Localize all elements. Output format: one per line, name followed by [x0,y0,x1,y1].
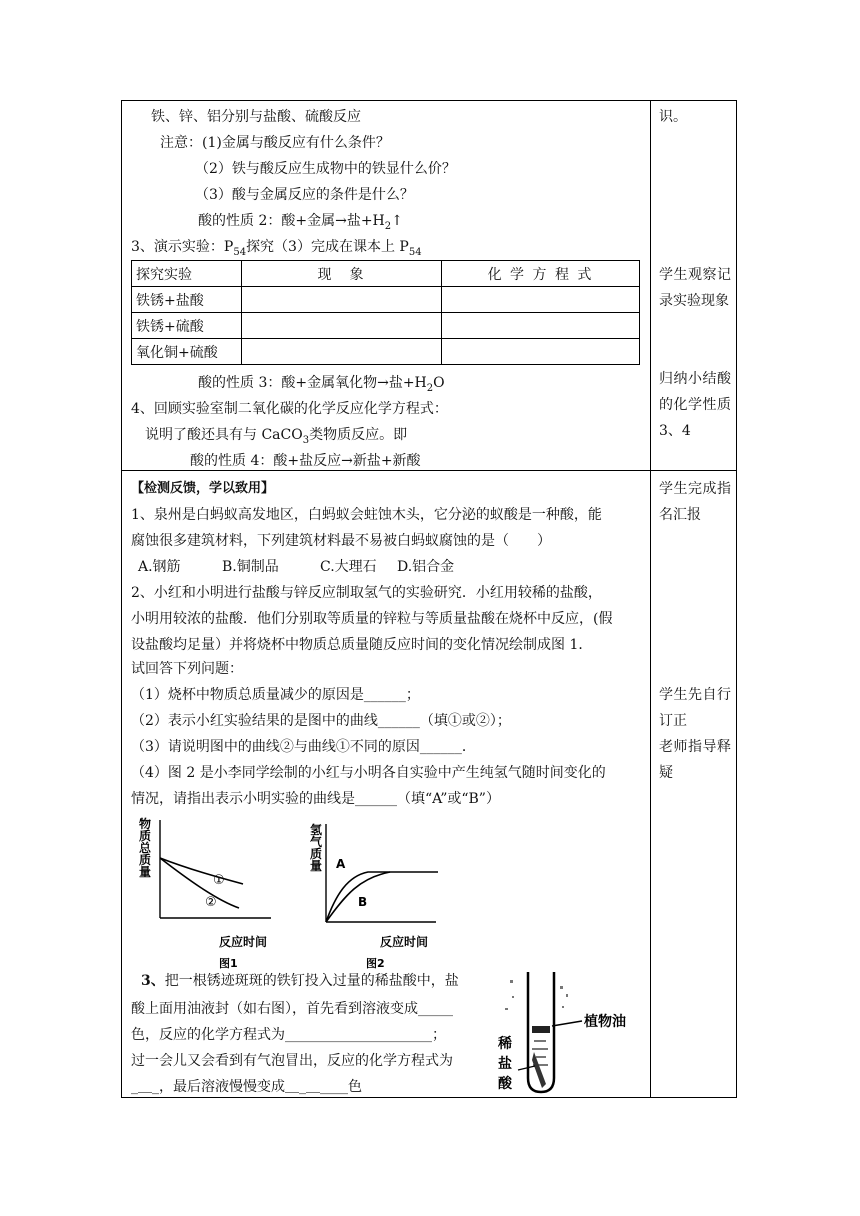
acid-label-3: 酸 [498,1076,512,1092]
blank-cell [242,313,442,339]
q2-sub-2: （2）表示小红实验结果的是图中的曲线______（填①或②）； [131,713,511,729]
q1-line-1: 1、泉州是白蚂蚁高发地区，白蚂蚁会蛀蚀木头，它分泌的蚁酸是一种酸，能 [131,507,602,523]
q3-line-3: 色，反应的化学方程式为_____________________； [131,1027,446,1043]
test-tube-diagram [490,966,640,1096]
q1-option-c: C.大理石 [320,559,377,575]
header-phenomenon: 现 象 [242,261,442,287]
line-metals-react: 铁、锌、铝分别与盐酸、硫酸反应 [151,109,361,125]
row-label: 铁锈+硫酸 [132,313,242,339]
curve-b-label: B [358,895,368,909]
side-summary: 归纳小结酸的化学性质 3、4 [659,371,731,439]
fig1-xlabel: 反应时间 [219,935,268,949]
header-experiment: 探究实验 [132,261,242,287]
curve-a-label: A [336,857,346,871]
fig1-ylabel-3: 总 [139,841,152,855]
oil-label: 植物油 [584,1014,626,1030]
note-line-2: （2）铁与酸反应生成物中的铁显什么价？ [195,161,456,177]
acid-dots [505,980,568,1066]
q2-line-4: 试回答下列问题： [131,661,243,677]
table-row [132,313,640,339]
q1-option-b: B.铜制品 [222,559,279,575]
oil-pointer [552,1021,582,1026]
blank-cell [242,287,442,313]
fig1-ylabel-1: 物 [139,817,152,831]
q3-line-4: 过一会儿又会看到有气泡冒出，反应的化学方程式为 [131,1053,453,1069]
acid-property-2: 酸的性质 2：酸+金属→盐$+H_2↑$ [198,213,403,232]
curve-2-label: ② [205,895,217,910]
note-line-1: 注意：(1)金属与酸反应有什么条件？ [160,135,390,151]
fig1-ylabel-2: 质 [139,829,152,843]
fig1-caption: 图1 [219,957,238,970]
note-line-3: （3）酸与金属反应的条件是什么？ [195,187,414,203]
side-teacher: 老师指导释疑 [659,739,731,781]
acid-property-4: 酸的性质 4：酸+盐反应→新盐+新酸 [190,453,421,469]
fig2-ylabel-2: 气 [310,835,323,849]
row-label: 铁锈+盐酸 [132,287,242,313]
q1-option-a: A.钢筋 [138,559,181,575]
fig2-ylabel-1: 氢 [310,823,323,837]
fig1-ylabel-5: 量 [139,865,152,879]
acid-property-3: 酸的性质 3：酸+金属氧化物→盐$+H_2O$ [198,375,445,394]
table-row [132,287,640,313]
demo-experiment: 3、演示实验：$P_{54}$探究（3）完成在课本上 $P_{54}$ [131,239,422,258]
acid-label-1: 稀 [498,1036,512,1052]
side-self-correct: 学生先自行订正 [659,687,731,729]
q2-sub-1: （1）烧杯中物质总质量减少的原因是______； [131,687,420,703]
q3-line-5: _＿_，最后溶液慢慢变成＿_＿____色 [131,1079,362,1095]
curve-a [326,872,438,922]
side-observe: 学生观察记录实验现象 [659,267,731,309]
header-equation: 化 学 方 程 式 [442,261,640,287]
q2-line-2: 小明用较浓的盐酸．他们分别取等质量的锌粒与等质量盐酸在烧杯中反应，(假 [131,611,613,627]
row-label: 氧化铜+硫酸 [132,339,242,365]
fig2-ylabel-3: 质 [310,847,323,861]
row-divider [121,470,737,471]
fig2-caption: 图2 [366,957,385,970]
acid-pointer [518,1066,535,1070]
blank-cell [442,339,640,365]
curve-2 [160,858,239,908]
figure-1 [131,814,291,970]
fig1-ylabel-4: 质 [139,853,152,867]
table-row [132,339,640,365]
curve-1-label: ① [213,873,225,888]
blank-cell [242,339,442,365]
q2-line-3: 设盐酸均足量）并将烧杯中物质总质量随反应时间的变化情况绘制成图 1． [131,637,593,653]
q3-line-1: 3、把一根锈迹斑斑的铁钉投入过量的稀盐酸中，盐 [141,973,459,989]
q1-line-2: 腐蚀很多建筑材料，下列建筑材料最不易被白蚂蚁腐蚀的是（ ） [131,533,551,549]
figure-2 [296,814,456,970]
review-co2: 4、回顾实验室制二氧化碳的化学反应化学方程式： [131,401,448,417]
q3-line-2: 酸上面用油液封（如右图），首先看到溶液变成_____ [131,1001,453,1017]
section-heading: 【检测反馈，学以致用】 [131,481,275,496]
side-report: 学生完成指名汇报 [659,481,731,523]
q1-option-d: D.铝合金 [397,559,455,575]
blank-cell [442,313,640,339]
q2-sub-4b: 情况，请指出表示小明实验的曲线是______（填“A”或“B”） [131,791,500,807]
side-note-top: 识。 [659,109,687,125]
oil-layer [532,1026,550,1033]
q2-sub-4a: （4）图 2 是小李同学绘制的小红与小明各自实验中产生纯氢气随时间变化的 [131,765,606,781]
explain-caco3: 说明了酸还具有与 CaCO$_3$类物质反应。即 [145,427,408,446]
fig2-xlabel: 反应时间 [380,935,429,949]
experiment-table [131,260,640,365]
q2-line-1: 2、小红和小明进行盐酸与锌反应制取氢气的实验研究．小红用较稀的盐酸， [131,585,602,601]
curve-1 [160,858,243,884]
column-divider [650,100,651,1098]
fig2-ylabel-4: 量 [310,859,323,873]
q2-sub-3: （3）请说明图中的曲线②与曲线①不同的原因______． [131,739,476,755]
blank-cell [442,287,640,313]
acid-label-2: 盐 [498,1056,512,1072]
